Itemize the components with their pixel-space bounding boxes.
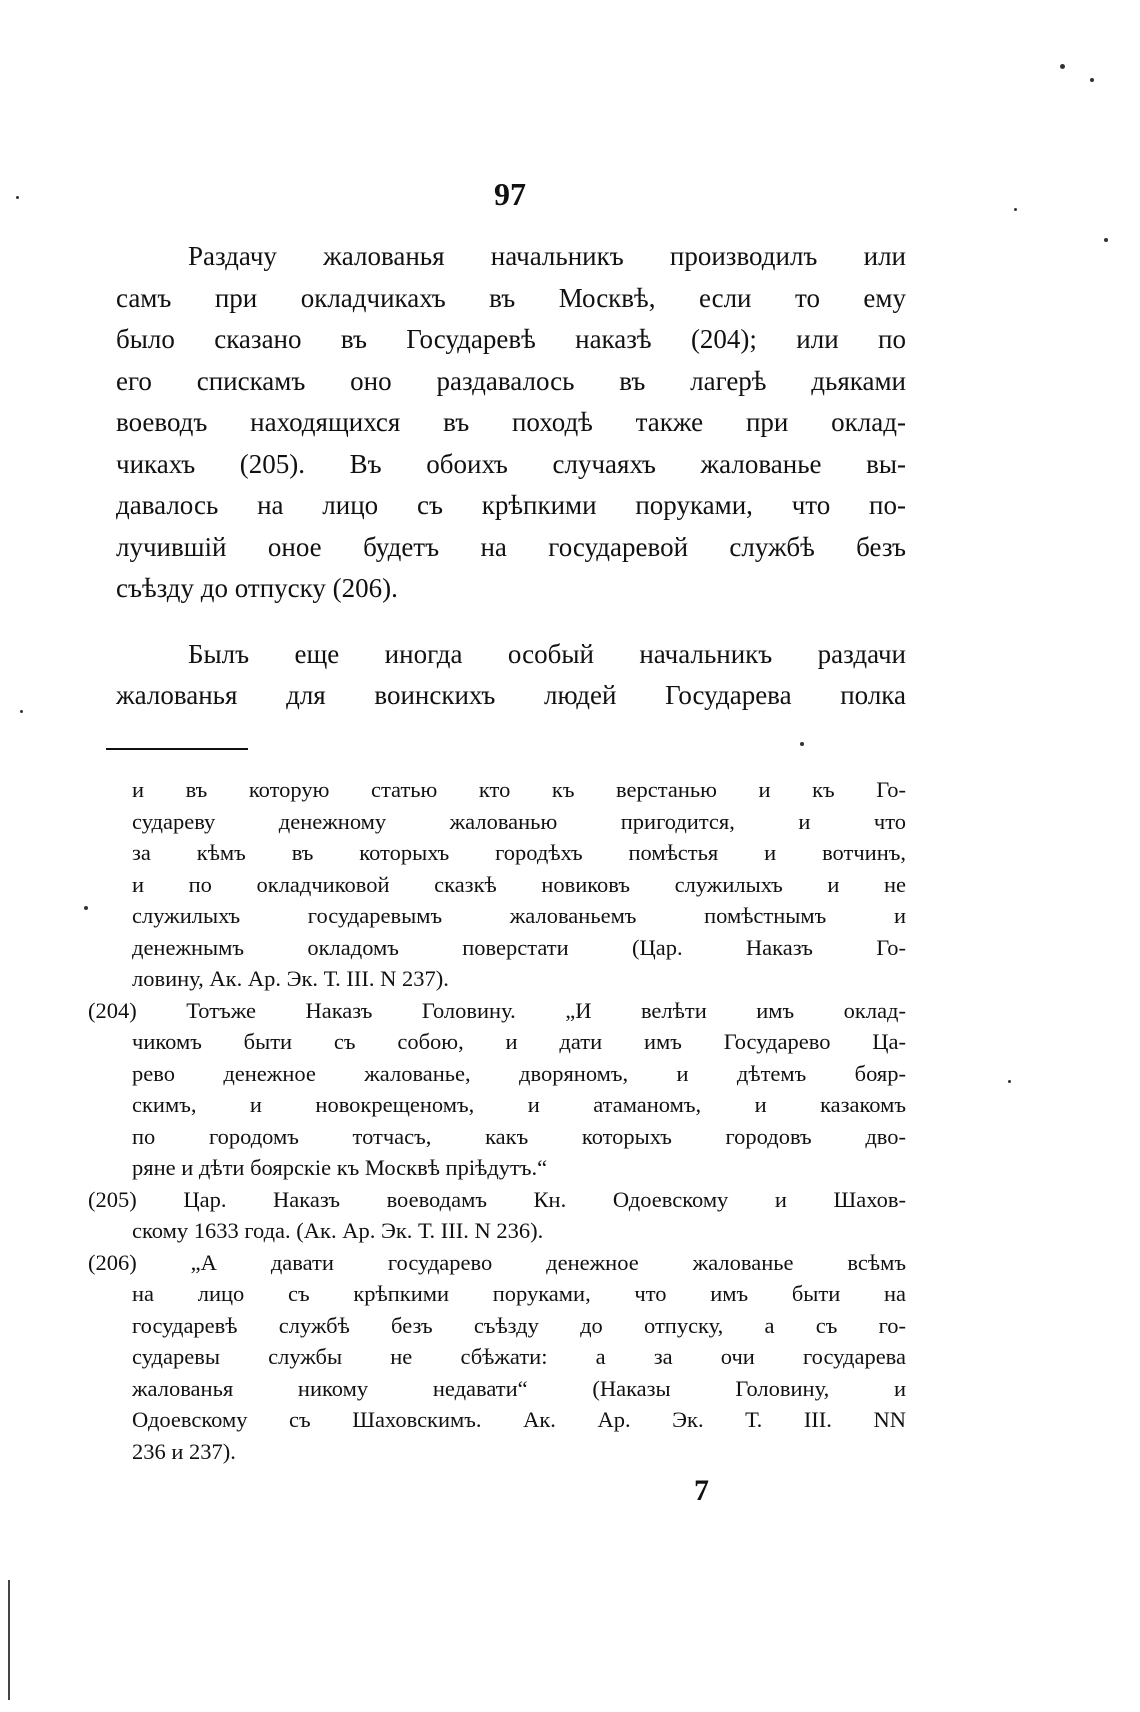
margin-scan-line: [8, 1580, 10, 1700]
footnote-205-line: (205) Цар. Наказъ воеводамъ Кн. Одоевскому и Шахов-: [88, 1186, 906, 1212]
main-text-line: было сказано въ Государевѣ наказѣ (204); или по: [116, 324, 906, 354]
main-text-line: его спискамъ оно раздавалось въ лагерѣ дьяками: [116, 365, 906, 396]
footnote-206-line: Одоевскому съ Шаховскимъ. Ак. Ар. Эк. Т. III. NN: [132, 1407, 906, 1432]
footnote-204-line: по городомъ тотчасъ, какъ которыхъ городовъ дво-: [132, 1123, 906, 1149]
scan-speck: [20, 710, 23, 713]
footnote-206-line: сударевы службы не сбѣжати: а за очи государева: [132, 1344, 906, 1369]
footnotes: [88, 774, 906, 1467]
footnote-line: служилыхъ государевымъ жалованьемъ помѣстнымъ и: [132, 903, 906, 928]
main-text-line: воеводъ находящихся въ походѣ также при оклад-: [116, 407, 906, 437]
main-text-line: самъ при окладчикахъ въ Москвѣ, если то ему: [116, 282, 906, 313]
main-text: [116, 236, 906, 717]
footnote-204-line: рево денежное жалованье, дворяномъ, и дѣтемъ бояр-: [132, 1060, 906, 1086]
footnote-206-line: (206) „А давати государево денежное жалованье всѣмъ: [88, 1249, 906, 1275]
footnote-line: и въ которую статью кто къ верстанью и къ Го-: [132, 777, 906, 802]
main-text-line: съѣзду до отпуску (206).: [116, 573, 398, 603]
footnote-separator-rule: [106, 748, 248, 750]
scan-speck: [1104, 238, 1108, 242]
footnote-line: денежнымъ окладомъ поверстати (Цар. Наказъ Го-: [132, 934, 906, 960]
scan-speck: [16, 196, 19, 199]
footnote-204-line: (204) Тотъже Наказъ Головину. „И велѣти имъ оклад-: [88, 997, 906, 1023]
scan-speck: [1008, 1080, 1011, 1083]
scan-speck: [1014, 208, 1017, 211]
scan-speck: [84, 906, 88, 910]
footnote-206-line: на лицо съ крѣпкими поруками, что имъ быти на: [132, 1281, 906, 1306]
main-text-line: Былъ еще иногда особый начальникъ раздачи: [188, 638, 906, 669]
main-text-line: давалось на лицо съ крѣпкими поруками, что по-: [116, 490, 906, 520]
page-number: 97: [494, 176, 526, 212]
footnote-line: ловину, Ак. Ар. Эк. Т. III. N 237).: [132, 966, 449, 991]
footnote-206-line: государевѣ службѣ безъ съѣзду до отпуску, а съ го-: [132, 1312, 906, 1338]
paragraph-gap: [116, 610, 906, 634]
signature-mark: 7: [694, 1474, 709, 1507]
footnote-line: судареву денежному жалованью пригодится, и что: [132, 808, 906, 834]
scan-speck: [1090, 78, 1094, 82]
footnote-204-line: скимъ, и новокрещеномъ, и атаманомъ, и казакомъ: [132, 1092, 906, 1117]
main-text-line: чикахъ (205). Въ обоихъ случаяхъ жалованье вы-: [116, 448, 906, 479]
footnote-line: за кѣмъ въ которыхъ городѣхъ помѣстья и вотчинъ,: [132, 840, 906, 865]
scan-speck: [800, 742, 804, 746]
footnote-206-line: жалованья никому недавати“ (Наказы Головину, и: [132, 1375, 906, 1401]
footnote-line: и по окладчиковой сказкѣ новиковъ служилыхъ и не: [132, 871, 906, 897]
main-text-line: лучившій оное будетъ на государевой службѣ безъ: [116, 531, 906, 562]
footnote-204-line: чикомъ быти съ собою, и дати имъ Государево Ца-: [132, 1029, 906, 1054]
footnote-204-line: ряне и дѣти боярскіе къ Москвѣ пріѣдутъ.“: [132, 1155, 548, 1180]
scan-speck: [1060, 64, 1065, 69]
footnote-205-line: скому 1633 года. (Ак. Ар. Эк. Т. III. N 236).: [132, 1218, 544, 1243]
main-text-line: жалованья для воинскихъ людей Государева полка: [116, 680, 906, 710]
footnote-206-line: 236 и 237).: [132, 1438, 236, 1464]
main-text-line: Раздачу жалованья начальникъ производилъ или: [188, 241, 906, 271]
